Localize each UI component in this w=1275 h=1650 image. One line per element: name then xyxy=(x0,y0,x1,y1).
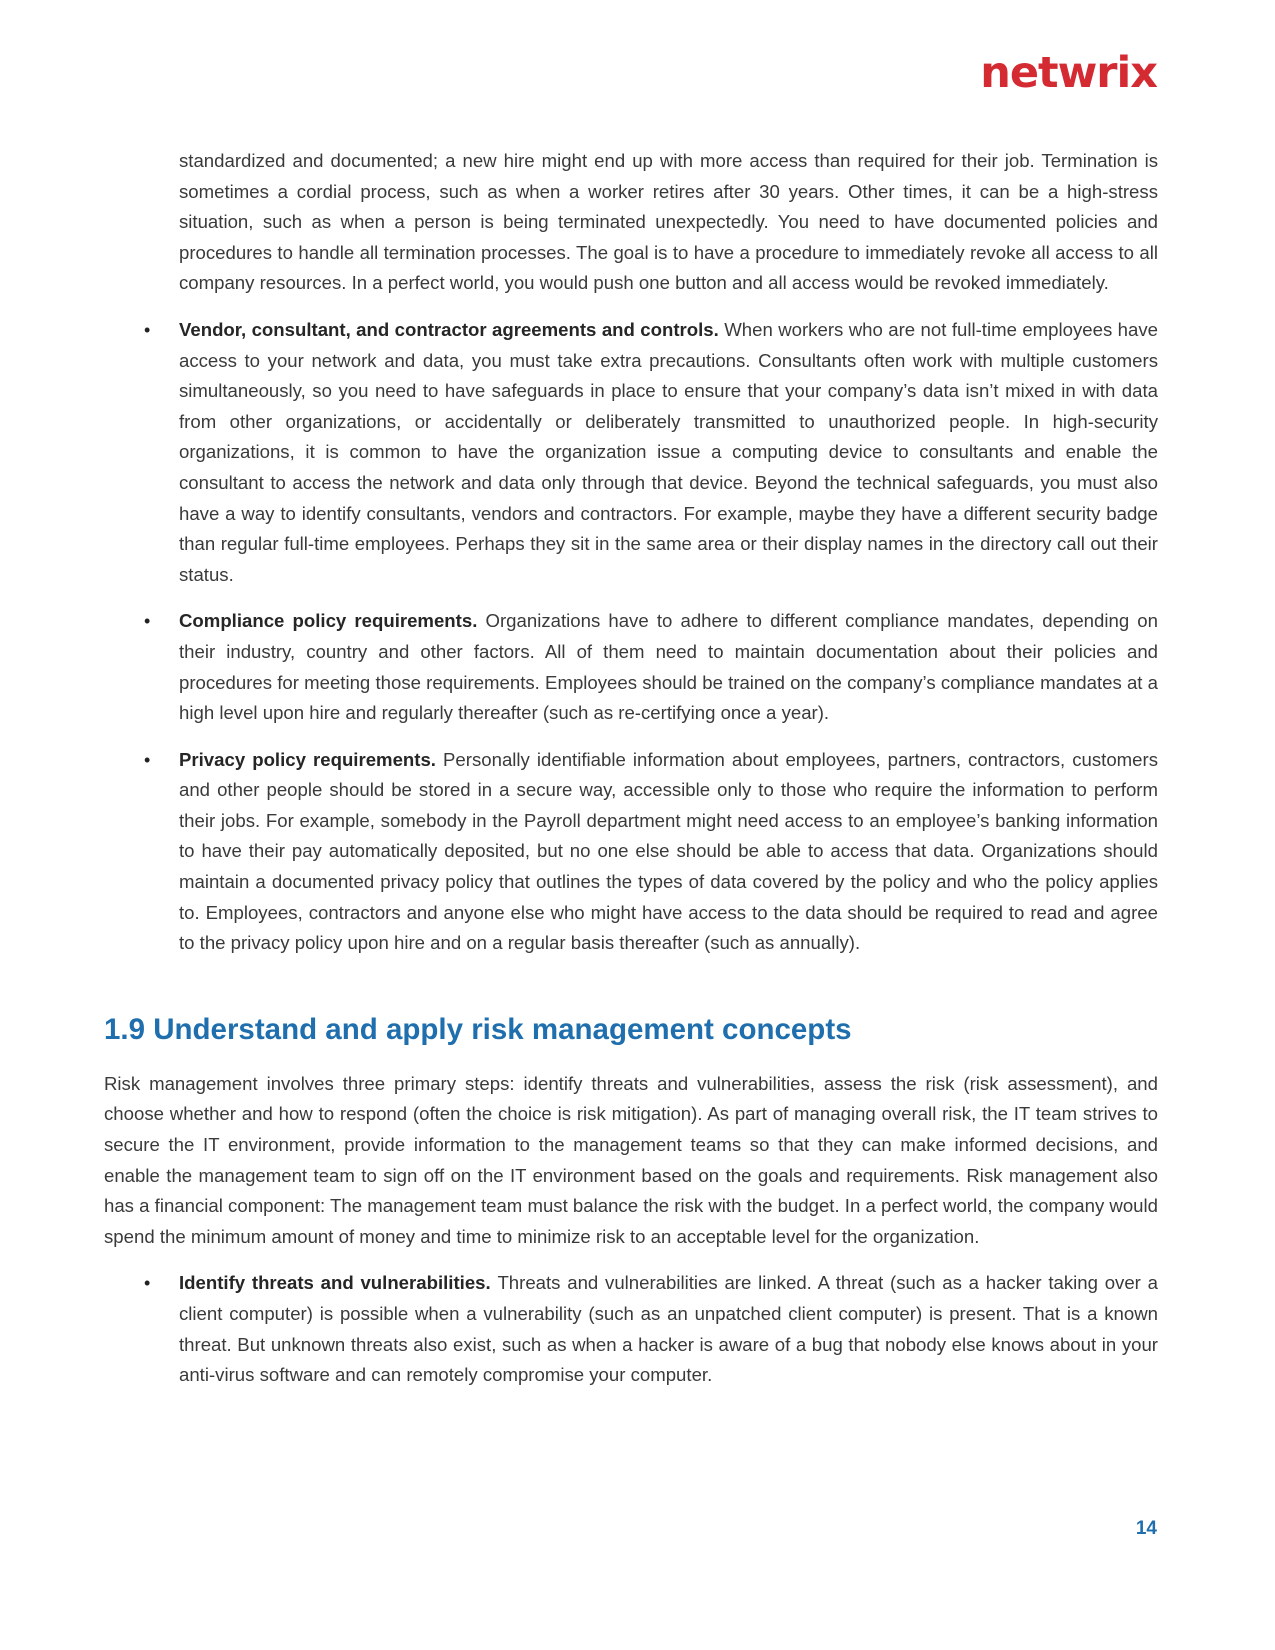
policy-bullet-list xyxy=(104,315,1158,959)
bullet-text: Organizations have to adhere to different compliance mandates, depending on their industry, country and other factors. All of them need to maintain documentation about their policies and procedures for meeting those requirements. Employees should be trained on the company’s compliance mandates at a high level upon hire and regularly thereafter (such as re-certifying once a year). xyxy=(179,610,1158,724)
section-paragraph: Risk management involves three primary steps: identify threats and vulnerabilities, assess the risk (risk assessment), and choose whether and how to respond (often the choice is risk mitigation). As part of managing overall risk, the IT team strives to secure the IT environment, provide information to the management teams so that they can make informed decisions, and enable the management team to sign off on the IT environment based on the goals and requirements. Risk management also has a financial component: The management team must balance the risk with the budget. In a perfect world, the company would spend the minimum amount of money and time to minimize risk to an acceptable level for the organization. xyxy=(104,1072,1158,1247)
bullet-lead: Privacy policy requirements. xyxy=(179,748,444,770)
bullet-icon: • xyxy=(144,749,151,770)
bullet-icon: • xyxy=(144,611,151,632)
section-heading: 1.9 Understand and apply risk management concepts xyxy=(104,1012,852,1046)
list-item xyxy=(104,606,1158,728)
bullet-text: Personally identifiable information about employees, partners, contractors, customers and other people should be stored in a secure way, accessible only to those who require the information to perform their jobs. For example, somebody in the Payroll department might need access to an employee’s banking information to have their pay automatically deposited, but no one else should be able to access that data. Organizations should maintain a documented privacy policy that outlines the types of data covered by the policy and who the policy applies to. Employees, contractors and anyone else who might have access to the data should be required to read and agree to the privacy policy upon hire and on a regular basis thereafter (such as annually). xyxy=(179,748,1158,954)
bullet-lead: Identify threats and vulnerabilities. xyxy=(179,1272,498,1294)
netwrix-logo: netwrix xyxy=(980,48,1157,98)
page-number: 14 xyxy=(1135,1518,1157,1539)
bullet-lead: Vendor, consultant, and contractor agreements and controls. xyxy=(179,318,725,340)
list-item xyxy=(104,745,1158,959)
list-item xyxy=(104,315,1158,590)
document-body xyxy=(104,146,1158,1391)
risk-bullet-list xyxy=(104,1268,1158,1390)
bullet-text: Threats and vulnerabilities are linked. A threat (such as a hacker taking over a client computer) is possible when a vulnerability (such as an unpatched client computer) is present. That is a known threat. But unknown threats also exist, such as when a hacker is aware of a bug that nobody else knows about in your anti-virus software and can remotely compromise your computer. xyxy=(179,1272,1158,1386)
bullet-icon: • xyxy=(144,319,151,340)
bullet-lead: Compliance policy requirements. xyxy=(179,610,486,632)
list-item xyxy=(104,1268,1158,1390)
bullet-text: When workers who are not full-time employees have access to your network and data, you must take extra precautions. Consultants often work with multiple customers simultaneously, so you need to have safeguards in place to ensure that your company’s data isn’t mixed in with data from other organizations, or accidentally or deliberately transmitted to unauthorized people. In high-security organizations, it is common to have the organization issue a computing device to consultants and enable the consultant to access the network and data only through that device. Beyond the technical safeguards, you must also have a way to identify consultants, vendors and contractors. For example, maybe they have a different security badge than regular full-time employees. Perhaps they sit in the same area or their display names in the directory call out their status. xyxy=(179,318,1158,585)
bullet-icon: • xyxy=(144,1273,151,1294)
intro-continuation-paragraph: standardized and documented; a new hire might end up with more access than required for their job. Termination is sometimes a cordial process, such as when a worker retires after 30 years. Other times, it can be a high-stress situation, such as when a person is being terminated unexpectedly. You need to have documented policies and procedures to handle all termination processes. The goal is to have a procedure to immediately revoke all access to all company resources. In a perfect world, you would push one button and all access would be revoked immediately. xyxy=(179,150,1158,294)
